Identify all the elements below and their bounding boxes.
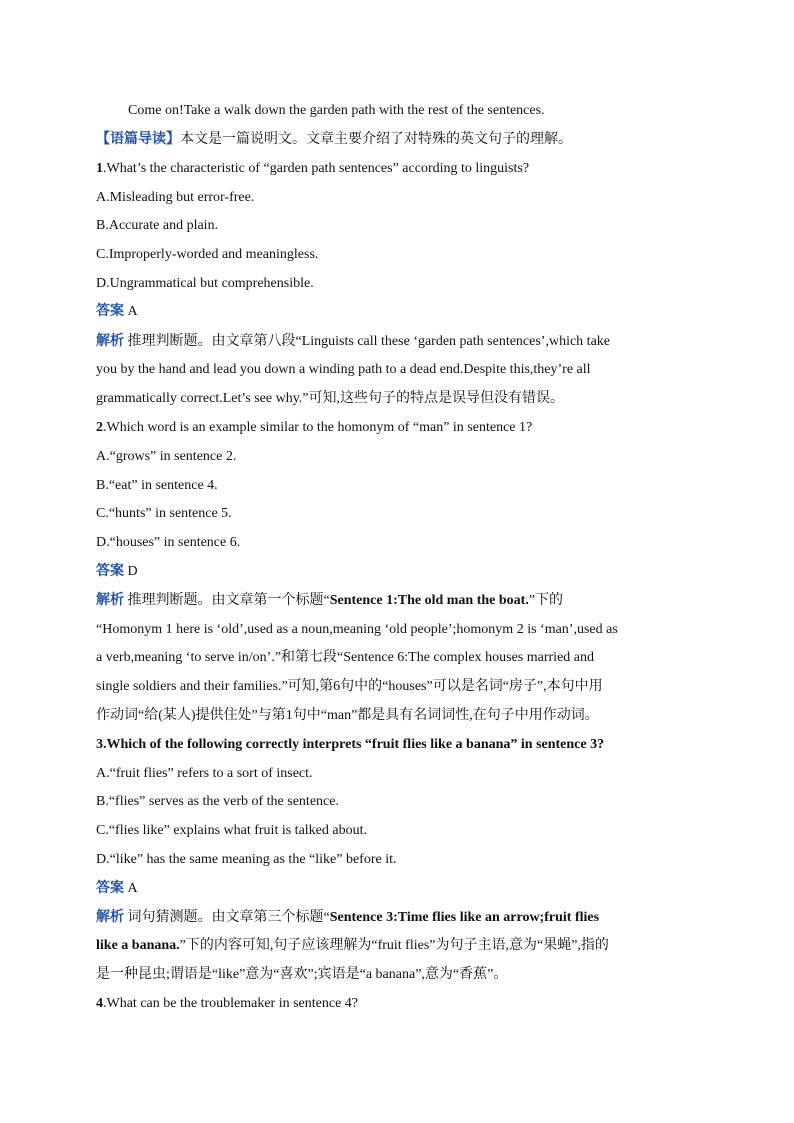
q1-option-d: D.Ungrammatical but comprehensible. <box>96 276 314 291</box>
question-3 <box>96 735 706 755</box>
answer-label: 答案 <box>96 304 124 319</box>
q2-option-d: D.“houses” in sentence 6. <box>96 535 241 550</box>
guide-line <box>96 130 706 150</box>
question-number: 1 <box>96 161 103 176</box>
q1-answer <box>96 302 706 322</box>
q2-option-c: C.“hunts” in sentence 5. <box>96 506 232 521</box>
analysis-text: ”下的内容可知,句子应该理解为“fruit flies”为句子主语,意为“果蝇”,指的 <box>179 938 609 953</box>
q2-analysis-line-3: a verb,meaning ‘to serve in/on’.”和第七段“Sentence 6:The complex houses married and <box>96 650 595 665</box>
analysis-text: 词句猜测题。由文章第三个标题“ <box>124 910 330 925</box>
analysis-label: 解析 <box>96 334 124 349</box>
analysis-text: ”下的 <box>528 593 564 608</box>
q2-option-a: A.“grows” in sentence 2. <box>96 449 237 464</box>
q1-analysis-line-2: you by the hand and lead you down a winding path to a dead end.Despite this,they’re all <box>96 362 591 377</box>
q1-option-c: C.Improperly-worded and meaningless. <box>96 247 319 262</box>
q2-analysis-line-1 <box>96 591 706 611</box>
q2-option-b: B.“eat” in sentence 4. <box>96 478 218 493</box>
answer-value: A <box>127 881 138 896</box>
q2-analysis-line-5: 作动词“给(某人)提供住处”与第1句中“man”都是具有名词词性,在句子中用作动词。 <box>96 708 599 723</box>
question-text: .Which word is an example similar to the homonym of “man” in sentence 1? <box>103 420 533 435</box>
question-number: 3 <box>96 737 103 752</box>
analysis-heading-quote: like a banana. <box>96 938 180 953</box>
analysis-label: 解析 <box>96 910 124 925</box>
intro-sentence: Come on!Take a walk down the garden path with the rest of the sentences. <box>128 103 545 118</box>
question-4 <box>96 994 706 1014</box>
q3-answer <box>96 879 706 899</box>
question-2 <box>96 418 706 438</box>
guide-text: 本文是一篇说明文。文章主要介绍了对特殊的英文句子的理解。 <box>180 132 572 147</box>
analysis-heading-quote: Sentence 1:The old man the boat. <box>329 593 529 608</box>
q3-option-d: D.“like” has the same meaning as the “like” before it. <box>96 852 397 867</box>
answer-value: A <box>127 304 138 319</box>
q2-answer <box>96 562 706 582</box>
answer-value: D <box>127 564 138 579</box>
q3-analysis-line-1 <box>96 908 706 928</box>
q1-option-b: B.Accurate and plain. <box>96 218 219 233</box>
question-1 <box>96 159 706 179</box>
q1-option-a: A.Misleading but error-free. <box>96 190 255 205</box>
analysis-text: 推理判断题。由文章第八段“Linguists call these ‘garden path sentences’,which take <box>124 334 610 349</box>
analysis-heading-quote: Sentence 3:Time flies like an arrow;fruit flies <box>329 910 600 925</box>
q3-analysis-line-3: 是一种昆虫;谓语是“like”意为“喜欢”;宾语是“a banana”,意为“香蕉”。 <box>96 967 508 982</box>
q3-option-b: B.“flies” serves as the verb of the sentence. <box>96 794 339 809</box>
q1-analysis-line-3: grammatically correct.Let’s see why.”可知,这些句子的特点是误导但没有错误。 <box>96 391 564 406</box>
question-text: .What can be the troublemaker in sentence 4? <box>103 996 358 1011</box>
question-number: 2 <box>96 420 103 435</box>
question-text: .Which of the following correctly interprets “fruit flies like a banana” in sentence 3? <box>103 737 605 752</box>
q1-analysis-line-1 <box>96 332 706 352</box>
analysis-label: 解析 <box>96 593 124 608</box>
q2-analysis-line-4: single soldiers and their families.”可知,第6句中的“houses”可以是名词“房子”,本句中用 <box>96 679 603 694</box>
answer-label: 答案 <box>96 564 124 579</box>
answer-label: 答案 <box>96 881 124 896</box>
analysis-text: 推理判断题。由文章第一个标题“ <box>124 593 330 608</box>
q3-option-a: A.“fruit flies” refers to a sort of insect. <box>96 766 313 781</box>
question-number: 4 <box>96 996 103 1011</box>
guide-label: 【语篇导读】 <box>96 132 180 147</box>
q3-option-c: C.“flies like” explains what fruit is talked about. <box>96 823 367 838</box>
question-text: .What’s the characteristic of “garden path sentences” according to linguists? <box>103 161 530 176</box>
q3-analysis-line-2 <box>96 936 706 956</box>
q2-analysis-line-2: “Homonym 1 here is ‘old’,used as a noun,meaning ‘old people’;homonym 2 is ‘man’,used as <box>96 622 618 637</box>
